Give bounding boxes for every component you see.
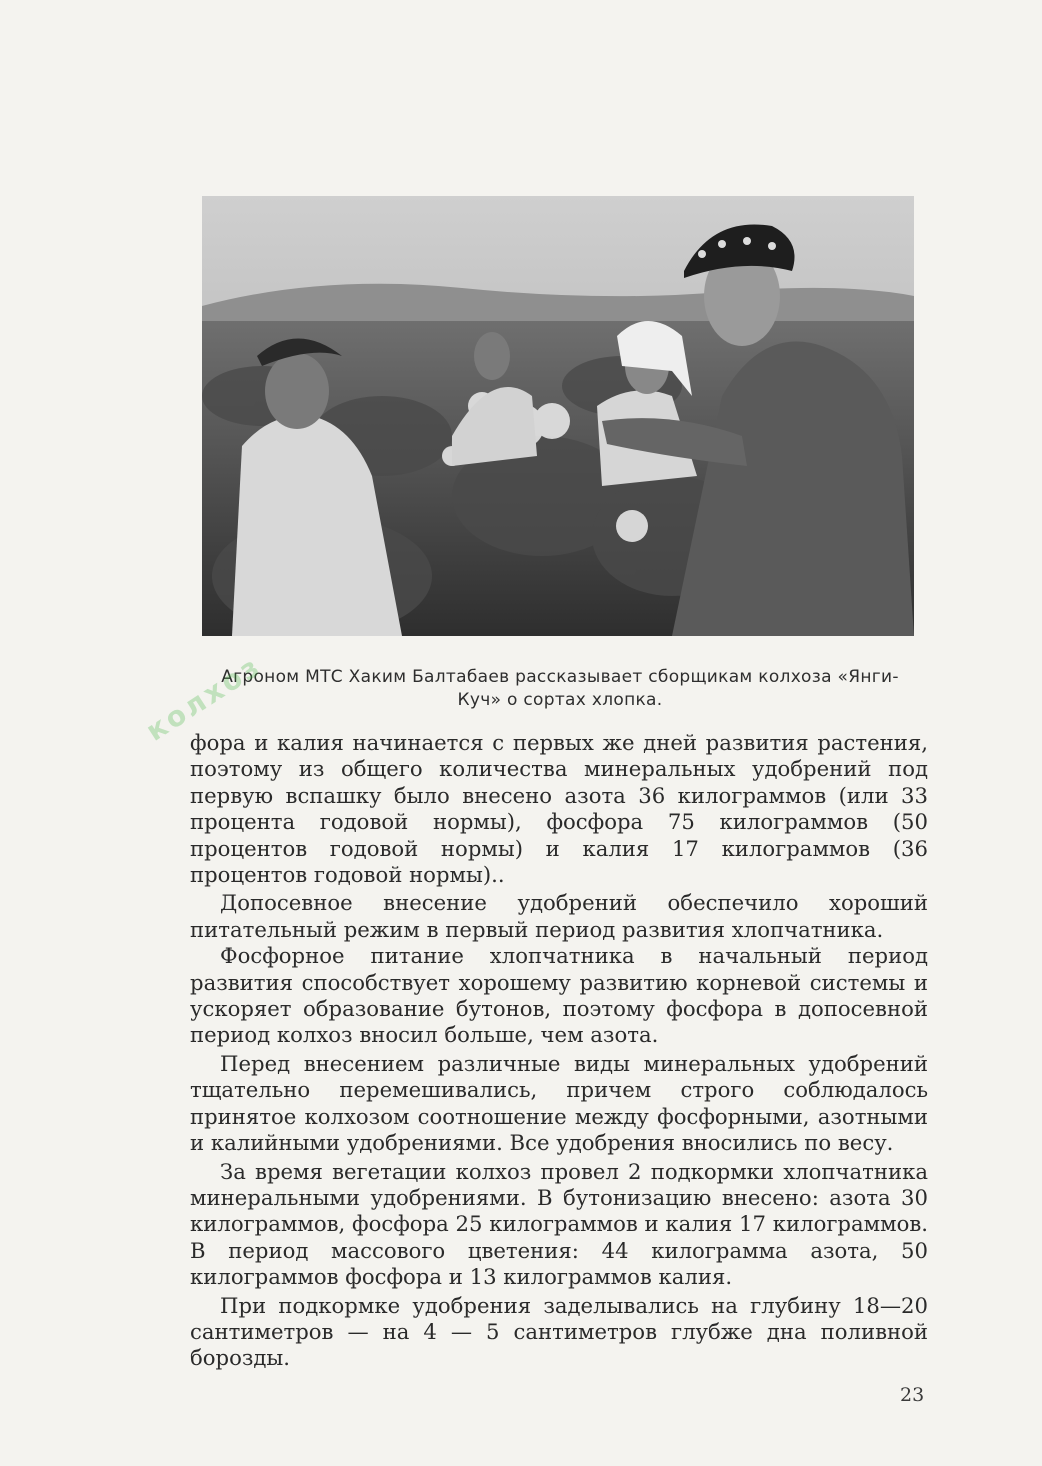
caption-line-2: Куч» о сортах хлопка.	[457, 690, 663, 710]
body-text	[190, 730, 928, 1372]
paragraph-2: Допосевное внесение удобрений обеспечило хороший питательный режим в первый период развития хлопчатника.	[190, 890, 928, 942]
photo-caption	[190, 666, 930, 712]
paragraph-3: Фосфорное питание хлопчатника в начальный период развития способствует хорошему развитию корневой системы и ускоряет образование бутонов, поэтому фосфора в допосевной период колхоз вносил больше, чем азота.	[190, 943, 928, 1048]
page-number: 23	[900, 1384, 925, 1406]
paragraph-6: При подкормке удобрения заделывались на глубину 18—20 сантиметров — на 4 — 5 сантиметров глубже дна поливной борозды.	[190, 1292, 928, 1371]
photo-illustration	[202, 196, 914, 636]
photograph	[202, 196, 914, 636]
paragraph-1: фора и калия начинается с первых же дней развития растения, поэтому из общего количества минеральных удобрений под первую вспашку было внесено азота 36 килограммов (или 33 процента годовой нормы), фосфора 75 килограммов (50 процентов годовой нормы) и калия 17 килограммов (36 процентов годовой нормы)..	[190, 730, 928, 888]
caption-line-1: Агроном МТС Хаким Балтабаев рассказывает сборщикам колхоза «Янги-	[221, 667, 899, 687]
watermark: колхоз	[140, 649, 268, 748]
paragraph-4: Перед внесением различные виды минеральных удобрений тщательно перемешивались, причем строго соблюдалось принятое колхозом соотношение между фосфорными, азотными и калийными удобрениями. Все удобрения вносились по весу.	[190, 1050, 928, 1156]
paragraph-5: За время вегетации колхоз провел 2 подкормки хлопчатника минеральными удобрениями. В бутонизацию внесено: азота 30 килограммов, фосфора 25 килограммов и калия 17 килограммов. В период массового цветения: 44 килограмма азота, 50 килограммов фосфора и 13 килограммов калия.	[190, 1158, 928, 1290]
